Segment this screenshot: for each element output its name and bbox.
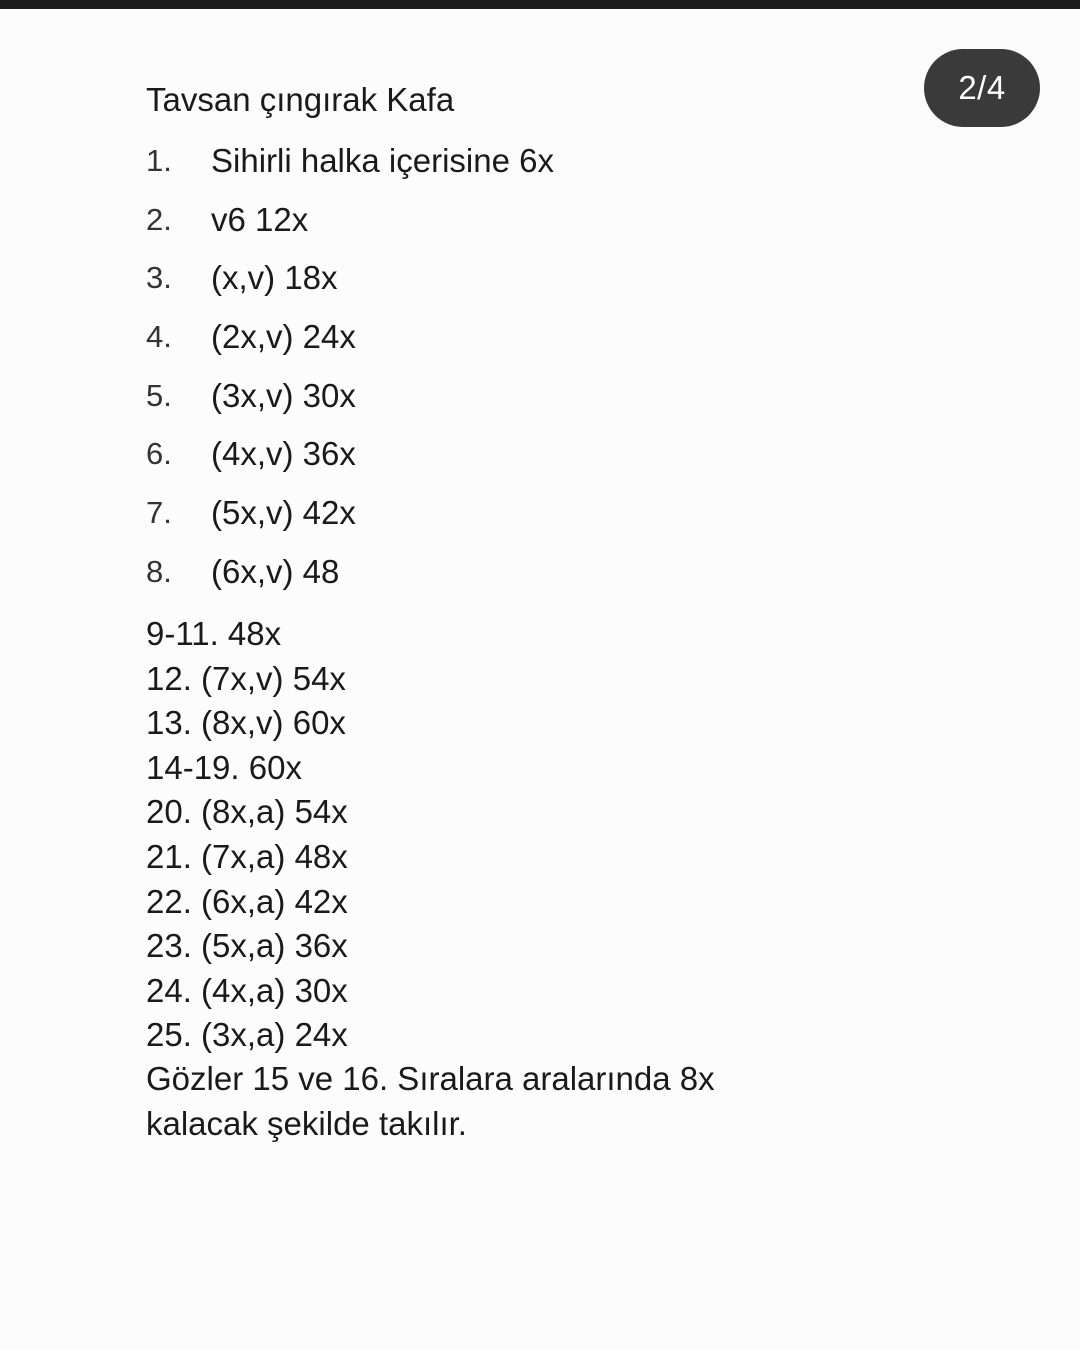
plain-row-list [146, 612, 348, 1058]
numbered-row-list [146, 141, 554, 611]
list-item [146, 493, 554, 552]
list-item: 24. (4x,a) 30x [146, 971, 348, 1009]
row-text: (6x,v) 48 [211, 552, 340, 590]
list-item [146, 376, 554, 435]
list-item: 25. (3x,a) 24x [146, 1016, 348, 1054]
list-item: 23. (5x,a) 36x [146, 927, 348, 965]
list-item [146, 141, 554, 200]
document-title: Tavsan çıngırak Kafa [146, 81, 455, 118]
list-item: 12. (7x,v) 54x [146, 659, 346, 697]
footer-note [146, 1057, 846, 1146]
row-text: (4x,v) 36x [211, 435, 356, 473]
list-item [146, 258, 554, 317]
list-item [146, 552, 554, 611]
list-item [146, 434, 554, 493]
list-item: 22. (6x,a) 42x [146, 882, 348, 920]
list-item: 9-11. 48x [146, 615, 282, 652]
row-number: 8. [146, 553, 172, 589]
list-item [146, 200, 554, 259]
row-number: 1. [146, 143, 172, 178]
row-text: (x,v) 18x [211, 259, 338, 297]
row-number: 7. [146, 495, 172, 531]
row-number: 6. [146, 436, 172, 472]
footer-line-1: Gözler 15 ve 16. Sıralara aralarında 8x [146, 1060, 715, 1097]
row-text: (5x,v) 42x [211, 494, 356, 532]
page-counter-badge: 2/4 [924, 49, 1040, 127]
row-text: (3x,v) 30x [211, 376, 356, 414]
list-item: 20. (8x,a) 54x [146, 793, 348, 831]
row-number: 2. [146, 201, 172, 237]
row-number: 5. [146, 377, 172, 413]
row-text: Sihirli halka içerisine 6x [211, 142, 554, 179]
list-item: 13. (8x,v) 60x [146, 704, 346, 742]
top-status-bar [0, 0, 1080, 9]
row-number: 4. [146, 319, 172, 355]
row-number: 3. [146, 260, 172, 296]
list-item: 21. (7x,a) 48x [146, 837, 348, 875]
list-item [146, 317, 554, 376]
list-item: 14-19. 60x [146, 748, 302, 786]
row-text: v6 12x [211, 200, 309, 238]
footer-line-2: kalacak şekilde takılır. [146, 1104, 467, 1142]
row-text: (2x,v) 24x [211, 318, 356, 356]
